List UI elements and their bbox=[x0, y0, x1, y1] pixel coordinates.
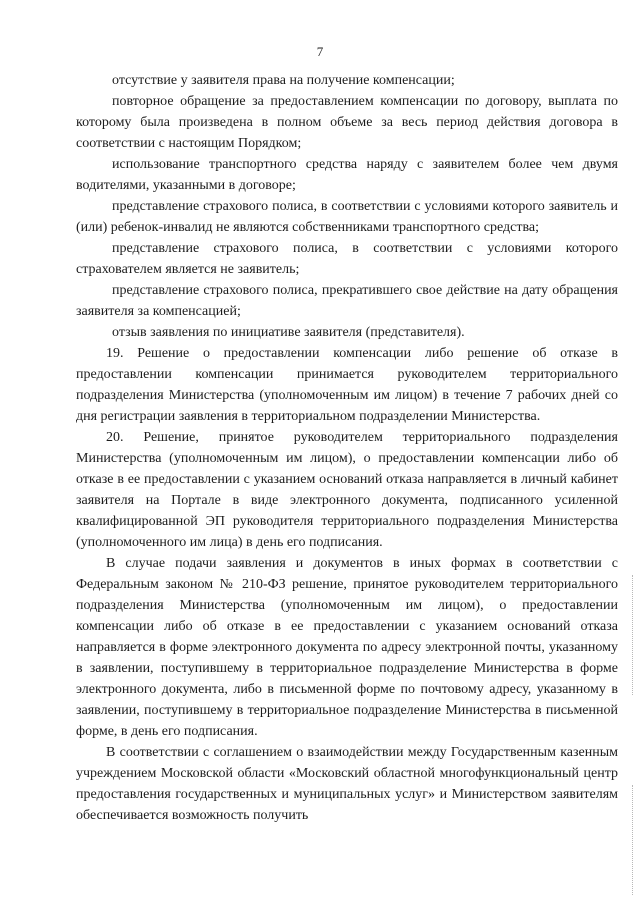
paragraph-other-forms: В случае подачи заявления и документов в иных формах в соответствии с Федеральным законом № 210-ФЗ решение, принятое руководителем территориального подразделения Министерства (уполномоченным им лицом), о предоставлении компенсации либо об отказе в ее предоставлении с указанием оснований отказа направляется в форме электронного документа по адресу электронной почты, указанному в заявлении, поступившему в территориальное подразделение Министерства в форме электронного документа, либо в письменной форме по почтовому адресу, указанному в заявлении, поступившему в территориальное подразделение Министерства в письменной форме, в день его подписания. bbox=[76, 556, 618, 739]
paragraph-item-20: 20. Решение, принятое руководителем территориального подразделения Министерства (уполномоченным им лицом), о предоставлении компенсации либо об отказе в ее предоставлении с указанием оснований отказа направляется в личный кабинет заявителя на Портале в виде электронного документа, подписанного усиленной квалифицированной ЭП руководителя территориального подразделения Министерства (уполномоченного им лица) в день его подписания. bbox=[76, 430, 618, 550]
paragraph-expired-policy: представление страхового полиса, прекратившего свое действие на дату обращения заявителя за компенсацией; bbox=[76, 283, 618, 319]
paragraph-vehicle-drivers: использование транспортного средства наряду с заявителем более чем двумя водителями, указанными в договоре; bbox=[76, 157, 618, 193]
paragraph-not-owner: представление страхового полиса, в соответствии с условиями которого заявитель и (или) ребенок-инвалид не являются собственниками транспортного средства; bbox=[76, 199, 618, 235]
paragraph-repeat-request: повторное обращение за предоставлением компенсации по договору, выплата по которому была произведена в полном объеме за весь период действия договора в соответствии с настоящим Порядком; bbox=[76, 94, 618, 151]
paragraph-withdrawal: отзыв заявления по инициативе заявителя (представителя). bbox=[112, 325, 465, 340]
paragraph-mfc-agreement: В соответствии с соглашением о взаимодействии между Государственным казенным учреждением Московской области «Московский областной многофункциональный центр предоставления государственных и муниципальных услуг» и Министерством заявителям обеспечивается возможность получить bbox=[76, 745, 618, 823]
paragraph-item-19: 19. Решение о предоставлении компенсации либо решение об отказе в предоставлении компенсации принимается руководителем территориального подразделения Министерства (уполномоченным им лицом) в течение 7 рабочих дней со дня регистрации заявления в территориальном подразделении Министерства. bbox=[76, 346, 618, 424]
margin-scan-mark bbox=[632, 785, 634, 895]
margin-scan-mark bbox=[632, 575, 634, 695]
page-number: 7 bbox=[316, 44, 324, 59]
document-body bbox=[76, 70, 618, 826]
paragraph-not-policyholder: представление страхового полиса, в соответствии с условиями которого страхователем является не заявитель; bbox=[76, 241, 618, 277]
paragraph-no-right: отсутствие у заявителя права на получение компенсации; bbox=[112, 73, 455, 88]
